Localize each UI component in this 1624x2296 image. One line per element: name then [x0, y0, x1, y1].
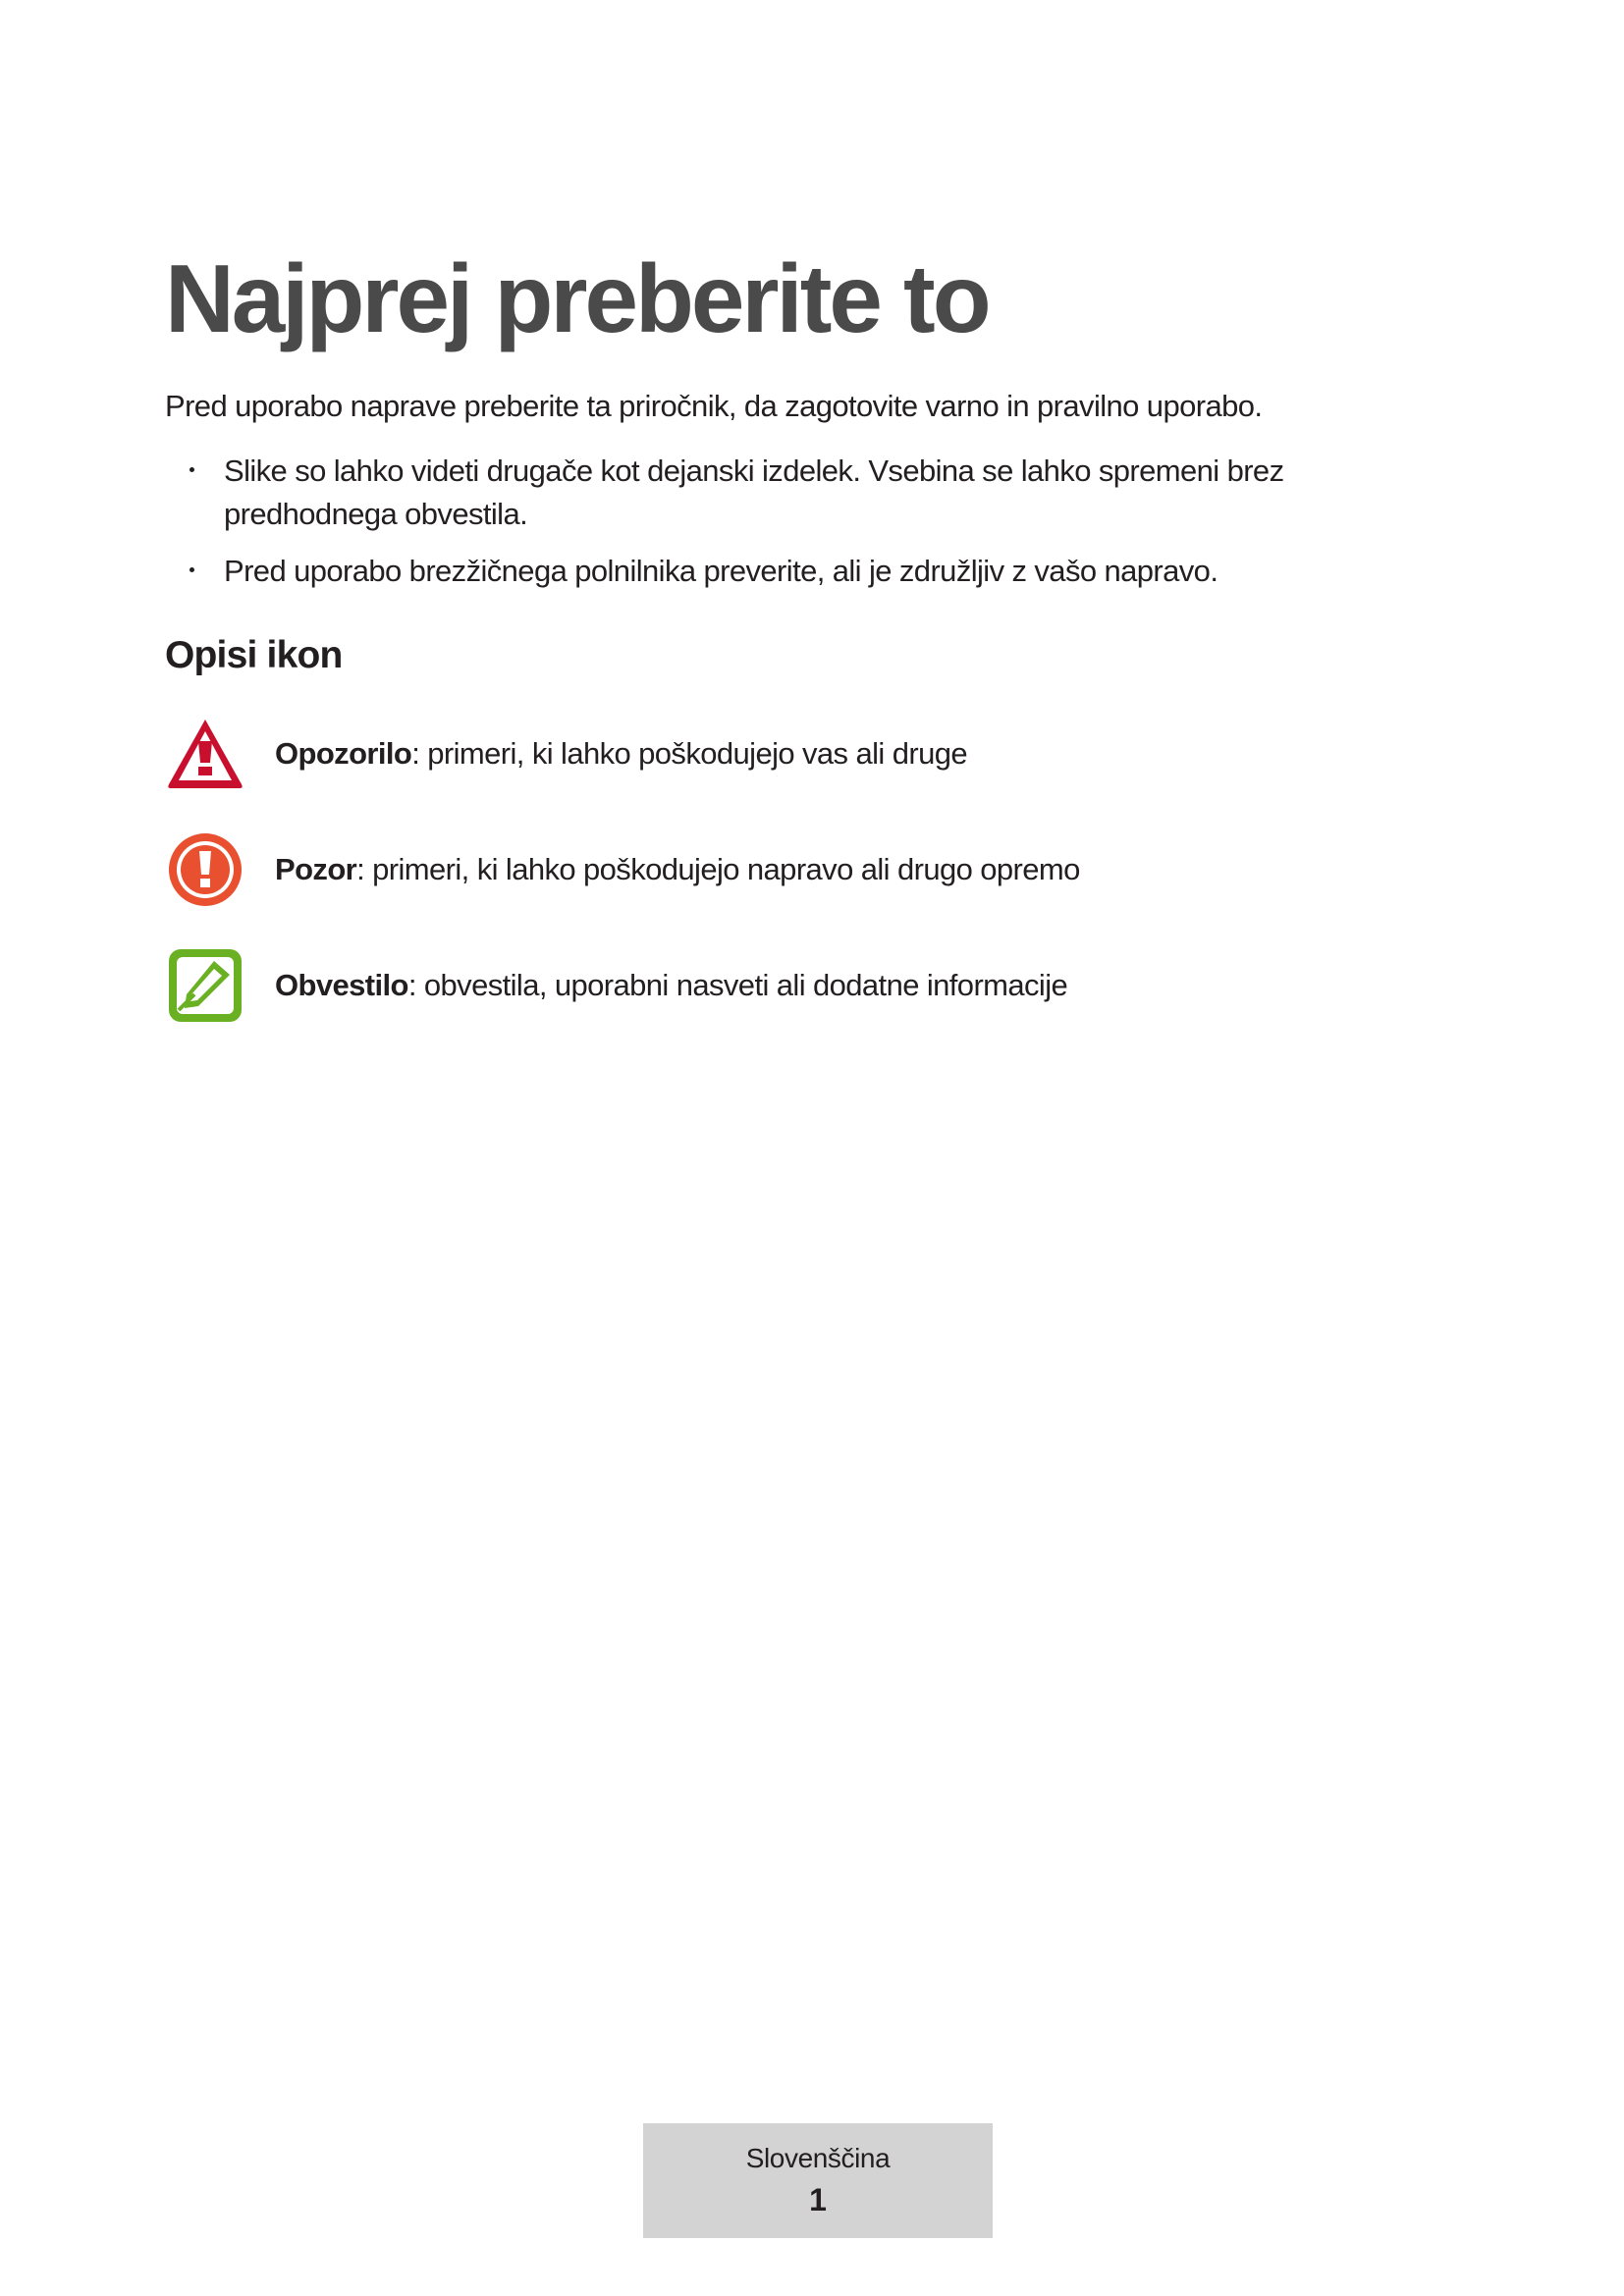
- icon-row-warning: [165, 715, 967, 793]
- icon-description: [275, 852, 1080, 887]
- bullet-item: [165, 450, 1363, 536]
- footer-language: Slovenščina: [745, 2143, 891, 2173]
- section-title: Opisi ikon: [165, 634, 343, 676]
- bullet-item: [165, 550, 1363, 593]
- note-pencil-icon: [165, 945, 245, 1026]
- bullet-text: Pred uporabo brezžičnega polnilnika preverite, ali je združljiv z vašo napravo.: [224, 554, 1218, 588]
- icon-description-text: : primeri, ki lahko poškodujejo napravo ali drugo opremo: [356, 852, 1080, 886]
- intro-paragraph: Pred uporabo naprave preberite ta priročnik, da zagotovite varno in pravilno uporabo.: [165, 389, 1263, 423]
- warning-triangle-icon: [165, 714, 245, 794]
- page-number: 1: [809, 2182, 827, 2217]
- icon-row-caution: [165, 830, 1080, 909]
- page-footer: [643, 2123, 993, 2238]
- page-title: Najprej preberite to: [165, 244, 989, 352]
- icon-description-text: : obvestila, uporabni nasveti ali dodatne informacije: [407, 968, 1068, 1002]
- icon-description-text: : primeri, ki lahko poškodujejo vas ali druge: [411, 736, 967, 771]
- icon-term: Pozor: [275, 852, 357, 886]
- bullet-dot-icon: [189, 567, 194, 572]
- caution-circle-icon: [165, 829, 245, 910]
- icon-description: [275, 968, 1067, 1003]
- icon-term: Opozorilo: [275, 736, 412, 771]
- bullet-dot-icon: [189, 467, 194, 472]
- bullet-list: [165, 450, 1363, 607]
- icon-row-note: [165, 946, 1067, 1025]
- icon-term: Obvestilo: [275, 968, 408, 1002]
- bullet-text: Slike so lahko videti drugače kot dejanski izdelek. Vsebina se lahko spremeni brez predhodnega obvestila.: [224, 454, 1284, 531]
- icon-description: [275, 736, 967, 772]
